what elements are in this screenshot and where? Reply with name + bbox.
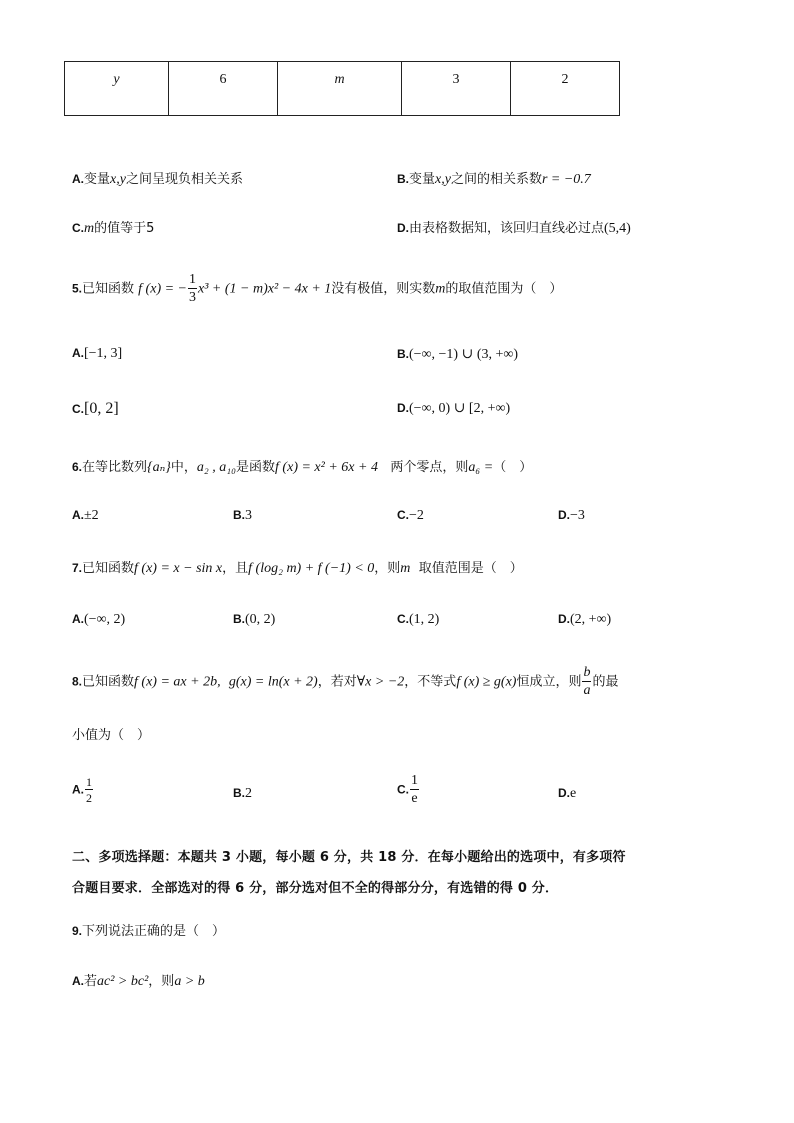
q4-option-b[interactable]: B.变量x,y之间的相关系数r = −0.7	[397, 172, 591, 187]
section-2-heading-cont: 合题目要求．全部选对的得 6 分，部分选对但不全的得部分分，有选错的得 0 分．	[72, 881, 559, 896]
q7-option-c[interactable]: C.(1, 2)	[397, 612, 440, 627]
table-cell: 2	[511, 62, 620, 116]
question-5: 5.已知函数 f (x) = − $\frac{1}{3}$ x³ + (1 − m)x² − 4x + 1没有极值，则实数m的取值范围为（ ）	[72, 272, 563, 305]
q5-fraction: $\frac{1}{3}$	[189, 272, 196, 305]
q7-option-a[interactable]: A.(−∞, 2)	[72, 612, 126, 627]
question-8-cont: 小值为（ ）	[72, 728, 151, 743]
q5-option-a[interactable]: A.[−1, 3]	[72, 346, 123, 361]
q8-option-a[interactable]: A. $\frac{1}{2}$	[72, 775, 92, 805]
q5-function: f (x) = −	[138, 281, 187, 297]
data-table	[64, 61, 620, 116]
question-7: 7.已知函数f (x) = x − sin x，且f (log₂ m) + f (−1) < 0，则m 取值范围是（ ）	[72, 561, 523, 576]
q4-option-c[interactable]: C.m的值等于5	[72, 221, 155, 236]
q7-option-b[interactable]: B.(0, 2)	[233, 612, 276, 627]
table-cell: y	[65, 62, 169, 116]
table-cell: 3	[402, 62, 511, 116]
q6-option-d[interactable]: D.−3	[558, 508, 585, 523]
q4-option-d[interactable]: D.由表格数据知，该回归直线必过点(5,4)	[397, 221, 631, 236]
q5-option-c[interactable]: C.[0, 2]	[72, 400, 119, 417]
q8-option-c[interactable]: C. $\frac{1}{e}$	[397, 773, 418, 806]
section-2-heading: 二、多项选择题：本题共 3 小题，每小题 6 分，共 18 分．在每小题给出的选项中，有多项符	[72, 850, 626, 865]
table-row	[65, 62, 620, 116]
q6-option-a[interactable]: A.±2	[72, 508, 99, 523]
q6-option-b[interactable]: B.3	[233, 508, 252, 523]
table-cell: 6	[169, 62, 278, 116]
question-9: 9.下列说法正确的是（ ）	[72, 924, 226, 939]
question-6: 6.在等比数列{aₙ}中，a₂ , a₁₀是函数f (x) = x² + 6x + 4 两个零点，则a₆ =（ ）	[72, 460, 533, 475]
table-cell: m	[278, 62, 402, 116]
q5-option-d[interactable]: D.(−∞, 0) ∪ [2, +∞)	[397, 401, 511, 416]
q5-option-b[interactable]: B.(−∞, −1) ∪ (3, +∞)	[397, 347, 519, 362]
q6-option-c[interactable]: C.−2	[397, 508, 424, 523]
q8-option-b[interactable]: B.2	[233, 786, 252, 801]
q8-option-d[interactable]: D.e	[558, 786, 577, 801]
q7-option-d[interactable]: D.(2, +∞)	[558, 612, 612, 627]
q9-option-a[interactable]: A.若ac² > bc²，则a > b	[72, 974, 205, 989]
q4-option-a[interactable]: A.变量x,y之间呈现负相关关系	[72, 172, 243, 187]
q8-fraction: $\frac{b}{a}$	[583, 665, 591, 698]
question-8: 8.已知函数f (x) = ax + 2b, g(x) = ln(x + 2)，若对∀x > −2，不等式f (x) ≥ g(x)恒成立，则 $\frac{b}{a}$ 的最	[72, 665, 619, 698]
